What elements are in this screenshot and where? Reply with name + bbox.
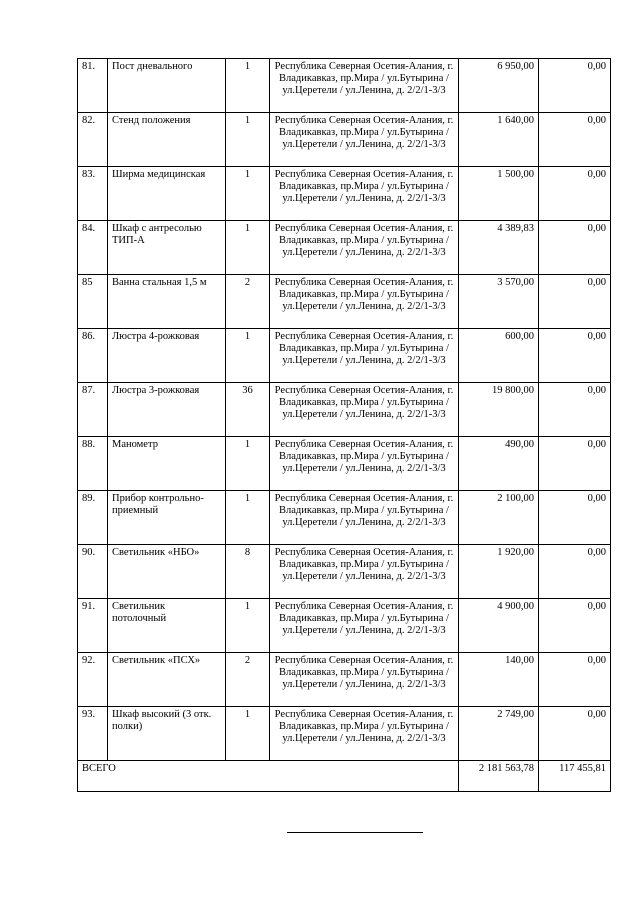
item-quantity: 1 [226,599,270,653]
item-quantity: 1 [226,221,270,275]
row-number: 82. [78,113,108,167]
item-cost: 1 920,00 [459,545,539,599]
item-cost: 490,00 [459,437,539,491]
item-name: Люстра 3-рожковая [108,383,226,437]
item-name: Прибор контрольно-приемный [108,491,226,545]
item-quantity: 1 [226,437,270,491]
inventory-rows [78,59,611,792]
item-name: Шкаф с антресолью ТИП-А [108,221,226,275]
table-row [78,221,611,275]
item-address: Республика Северная Осетия-Алания, г. Владикавказ, пр.Мира / ул.Бутырина / ул.Церетели / ул.Ленина, д. 2/2/1-3/3 [270,653,459,707]
item-quantity: 1 [226,707,270,761]
item-residual-value: 0,00 [539,275,611,329]
item-cost: 1 500,00 [459,167,539,221]
row-number: 92. [78,653,108,707]
item-address: Республика Северная Осетия-Алания, г. Владикавказ, пр.Мира / ул.Бутырина / ул.Церетели / ул.Ленина, д. 2/2/1-3/3 [270,437,459,491]
item-address: Республика Северная Осетия-Алания, г. Владикавказ, пр.Мира / ул.Бутырина / ул.Церетели / ул.Ленина, д. 2/2/1-3/3 [270,329,459,383]
item-name: Светильник потолочный [108,599,226,653]
total-row [78,761,611,792]
item-name: Ванна стальная 1,5 м [108,275,226,329]
total-cost: 2 181 563,78 [459,761,539,792]
item-address: Республика Северная Осетия-Алания, г. Владикавказ, пр.Мира / ул.Бутырина / ул.Церетели / ул.Ленина, д. 2/2/1-3/3 [270,491,459,545]
row-number: 93. [78,707,108,761]
item-quantity: 1 [226,113,270,167]
item-residual-value: 0,00 [539,383,611,437]
item-cost: 4 900,00 [459,599,539,653]
item-name: Стенд положения [108,113,226,167]
item-address: Республика Северная Осетия-Алания, г. Владикавказ, пр.Мира / ул.Бутырина / ул.Церетели / ул.Ленина, д. 2/2/1-3/3 [270,167,459,221]
item-cost: 2 100,00 [459,491,539,545]
table-row [78,329,611,383]
item-residual-value: 0,00 [539,707,611,761]
item-cost: 1 640,00 [459,113,539,167]
item-residual-value: 0,00 [539,653,611,707]
total-residual-value: 117 455,81 [539,761,611,792]
row-number: 89. [78,491,108,545]
item-residual-value: 0,00 [539,599,611,653]
item-cost: 140,00 [459,653,539,707]
table-row [78,599,611,653]
item-address: Республика Северная Осетия-Алания, г. Владикавказ, пр.Мира / ул.Бутырина / ул.Церетели / ул.Ленина, д. 2/2/1-3/3 [270,599,459,653]
item-quantity: 2 [226,275,270,329]
item-quantity: 1 [226,167,270,221]
row-number: 87. [78,383,108,437]
item-cost: 3 570,00 [459,275,539,329]
row-number: 84. [78,221,108,275]
item-address: Республика Северная Осетия-Алания, г. Владикавказ, пр.Мира / ул.Бутырина / ул.Церетели / ул.Ленина, д. 2/2/1-3/3 [270,221,459,275]
table-row [78,113,611,167]
table-row [78,491,611,545]
item-name: Светильник «ПСХ» [108,653,226,707]
table-row [78,707,611,761]
item-address: Республика Северная Осетия-Алания, г. Владикавказ, пр.Мира / ул.Бутырина / ул.Церетели / ул.Ленина, д. 2/2/1-3/3 [270,59,459,113]
item-residual-value: 0,00 [539,329,611,383]
row-number: 91. [78,599,108,653]
row-number: 88. [78,437,108,491]
table-row [78,59,611,113]
item-name: Люстра 4-рожковая [108,329,226,383]
item-address: Республика Северная Осетия-Алания, г. Владикавказ, пр.Мира / ул.Бутырина / ул.Церетели / ул.Ленина, д. 2/2/1-3/3 [270,545,459,599]
item-name: Шкаф высокий (3 отк. полки) [108,707,226,761]
item-cost: 2 749,00 [459,707,539,761]
item-cost: 4 389,83 [459,221,539,275]
table-row [78,167,611,221]
row-number: 81. [78,59,108,113]
item-residual-value: 0,00 [539,167,611,221]
item-residual-value: 0,00 [539,437,611,491]
item-address: Республика Северная Осетия-Алания, г. Владикавказ, пр.Мира / ул.Бутырина / ул.Церетели / ул.Ленина, д. 2/2/1-3/3 [270,383,459,437]
table-row [78,545,611,599]
item-cost: 6 950,00 [459,59,539,113]
total-label: ВСЕГО [78,761,459,792]
row-number: 86. [78,329,108,383]
item-name: Пост дневального [108,59,226,113]
item-quantity: 36 [226,383,270,437]
inventory-table [77,58,611,792]
item-residual-value: 0,00 [539,59,611,113]
item-residual-value: 0,00 [539,491,611,545]
item-quantity: 8 [226,545,270,599]
table-row [78,653,611,707]
row-number: 83. [78,167,108,221]
item-cost: 600,00 [459,329,539,383]
item-quantity: 1 [226,59,270,113]
table-row [78,437,611,491]
item-name: Ширма медицинская [108,167,226,221]
item-quantity: 1 [226,329,270,383]
item-residual-value: 0,00 [539,221,611,275]
table-row [78,383,611,437]
item-residual-value: 0,00 [539,113,611,167]
item-address: Республика Северная Осетия-Алания, г. Владикавказ, пр.Мира / ул.Бутырина / ул.Церетели / ул.Ленина, д. 2/2/1-3/3 [270,275,459,329]
row-number: 85 [78,275,108,329]
item-quantity: 1 [226,491,270,545]
item-residual-value: 0,00 [539,545,611,599]
signature-line [287,832,423,833]
item-quantity: 2 [226,653,270,707]
item-address: Республика Северная Осетия-Алания, г. Владикавказ, пр.Мира / ул.Бутырина / ул.Церетели / ул.Ленина, д. 2/2/1-3/3 [270,113,459,167]
item-cost: 19 800,00 [459,383,539,437]
item-name: Светильник «НБО» [108,545,226,599]
item-name: Манометр [108,437,226,491]
item-address: Республика Северная Осетия-Алания, г. Владикавказ, пр.Мира / ул.Бутырина / ул.Церетели / ул.Ленина, д. 2/2/1-3/3 [270,707,459,761]
table-row [78,275,611,329]
row-number: 90. [78,545,108,599]
